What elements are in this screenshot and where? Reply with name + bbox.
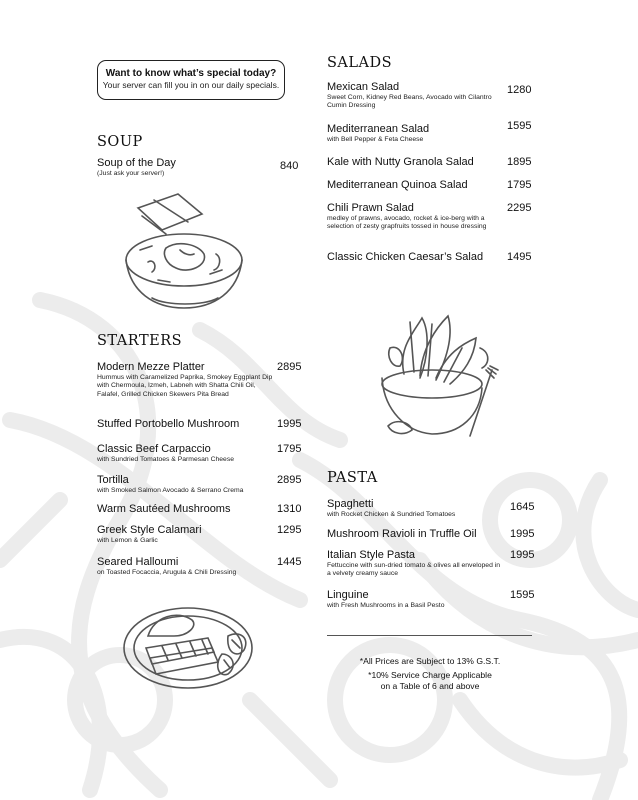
- item-description: (Just ask your server!): [97, 170, 165, 177]
- item-description: medley of prawns, avocado, rocket & ice-berg with a selection of zesty grapfruits tossed in house dressing: [327, 215, 487, 231]
- item-name: Mediterranean Salad: [327, 123, 430, 135]
- menu-item: [327, 123, 429, 144]
- item-price: 1310: [277, 503, 302, 515]
- starters-heading: STARTERS: [97, 333, 183, 349]
- menu-item: [97, 418, 239, 430]
- item-description: with Fresh Mushrooms in a Basil Pesto: [327, 602, 445, 609]
- salad-bowl-icon: [370, 308, 510, 450]
- specials-callout: [97, 60, 285, 100]
- item-name: Mediterranean Quinoa Salad: [327, 179, 468, 191]
- item-price: 1895: [507, 156, 532, 168]
- menu-item: [97, 474, 243, 495]
- divider: [327, 635, 532, 636]
- item-price: 840: [280, 160, 299, 172]
- item-price: 1295: [277, 524, 302, 536]
- item-name: Soup of the Day: [97, 157, 176, 169]
- item-description: Fettuccine with sun-dried tomato & olives all enveloped in a velvety creamy sauce: [327, 562, 501, 578]
- item-price: 1595: [510, 589, 535, 601]
- item-price: 1995: [510, 528, 535, 540]
- menu-item: [327, 498, 455, 519]
- item-name: Seared Halloumi: [97, 556, 179, 568]
- menu-item: [327, 528, 477, 540]
- menu-item: [97, 503, 230, 515]
- item-price: 1445: [277, 556, 302, 568]
- item-price: 2295: [507, 202, 532, 214]
- item-price: 2895: [277, 474, 302, 486]
- callout-subtitle: Your server can fill you in on our daily specials.: [102, 80, 280, 90]
- item-price: 1795: [277, 443, 302, 455]
- item-price: 1995: [277, 418, 302, 430]
- item-description: Sweet Corn, Kidney Red Beans, Avocado with Cilantro Cumin Dressing: [327, 94, 492, 110]
- item-name: Warm Sautéed Mushrooms: [97, 503, 231, 515]
- item-price: 1495: [507, 251, 532, 263]
- pasta-heading: PASTA: [327, 470, 378, 486]
- menu-item: [327, 81, 497, 111]
- menu-item: [327, 549, 502, 579]
- menu-item: [327, 179, 468, 191]
- item-description: with Sundried Tomatoes & Parmesan Cheese: [97, 456, 235, 463]
- menu-item: [327, 589, 444, 610]
- gst-note: *All Prices are Subject to 13% G.S.T.: [359, 656, 501, 666]
- item-price: 1795: [507, 179, 532, 191]
- item-price: 1280: [507, 84, 532, 96]
- item-price: 2895: [277, 361, 302, 373]
- item-name: Classic Beef Carpaccio: [97, 443, 211, 455]
- service-charge-condition: on a Table of 6 and above: [380, 681, 480, 691]
- item-description: with Smoked Salmon Avocado & Serrano Crema: [97, 487, 244, 494]
- menu-item: [97, 361, 277, 399]
- item-name: Stuffed Portobello Mushroom: [97, 418, 240, 430]
- item-name: Italian Style Pasta: [327, 549, 416, 561]
- item-name: Classic Chicken Caesar’s Salad: [327, 251, 484, 263]
- item-name: Linguine: [327, 589, 369, 601]
- item-price: 1995: [510, 549, 535, 561]
- item-name: Mushroom Ravioli in Truffle Oil: [327, 528, 477, 540]
- menu-item: [97, 556, 236, 577]
- item-name: Tortilla: [97, 474, 129, 486]
- grilled-plate-icon: [118, 596, 270, 696]
- soup-bowl-icon: [118, 188, 250, 314]
- item-description: Hummus with Caramelized Paprika, Smokey Eggplant Dip with Chermoula, Izmeh, Labneh with Shatta Chili Oil, Falafel, Grilled Chicken Skewers Pita Bread: [97, 374, 273, 398]
- item-name: Modern Mezze Platter: [97, 361, 205, 373]
- salads-heading: SALADS: [327, 55, 393, 71]
- menu-item: [97, 157, 176, 178]
- menu-item: [97, 524, 202, 545]
- soup-heading: SOUP: [97, 134, 143, 150]
- item-description: with Rocket Chicken & Sundried Tomatoes: [327, 511, 456, 518]
- callout-title: Want to know what’s special today?: [105, 68, 277, 79]
- service-charge-note: *10% Service Charge Applicable: [368, 670, 492, 680]
- item-price: 1595: [507, 120, 532, 132]
- item-price: 1645: [510, 501, 535, 513]
- menu-item: [327, 156, 474, 168]
- item-name: Mexican Salad: [327, 81, 400, 93]
- menu-item: [327, 202, 497, 232]
- menu-item: [97, 443, 234, 464]
- item-description: with Lemon & Garlic: [97, 537, 158, 544]
- item-name: Greek Style Calamari: [97, 524, 202, 536]
- item-name: Chili Prawn Salad: [327, 202, 414, 214]
- item-description: on Toasted Focaccia, Arugula & Chili Dressing: [97, 569, 237, 576]
- item-name: Kale with Nutty Granola Salad: [327, 156, 474, 168]
- item-description: with Bell Pepper & Feta Cheese: [327, 136, 424, 143]
- menu-item: [327, 251, 483, 263]
- item-name: Spaghetti: [327, 498, 374, 510]
